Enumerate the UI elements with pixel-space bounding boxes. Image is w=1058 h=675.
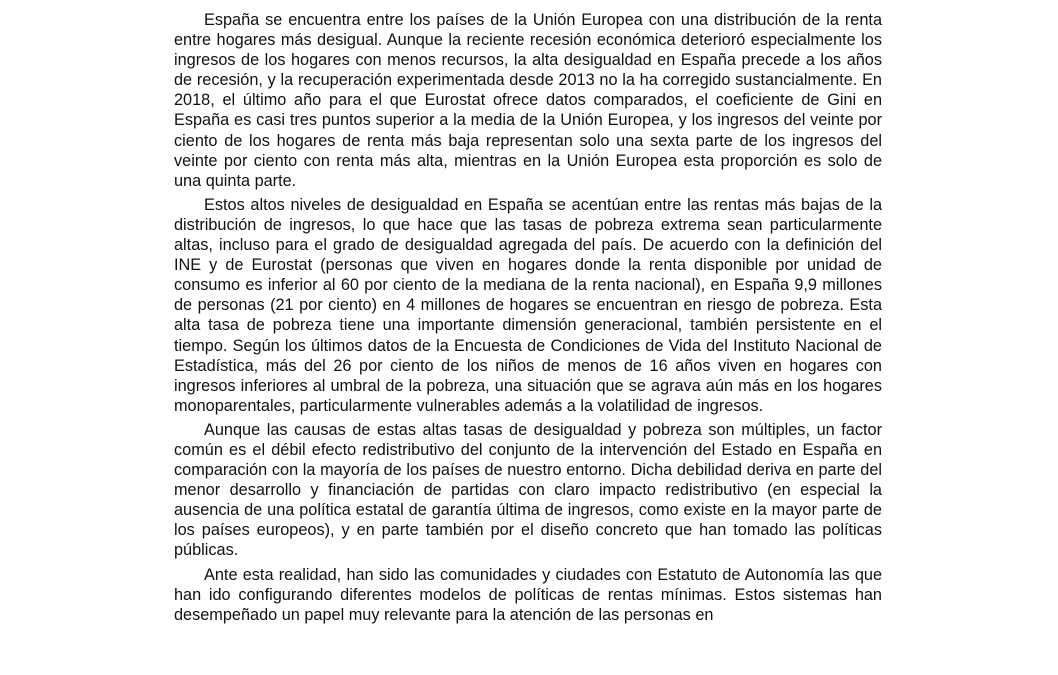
paragraph-1: España se encuentra entre los países de la Unión Europea con una distribución de la renta entre hogares más desigual. Aunque la reciente recesión económica deterioró especialmente los ingresos de los hogares con menos recursos, la alta desigualdad en España precede a los años de recesión, y la recuperación experimentada desde 2013 no la ha corregido sustancialmente. En 2018, el último año para el que Eurostat ofrece datos comparados, el coeficiente de Gini en España es casi tres puntos superior a la media de la Unión Europea, y los ingresos del veinte por ciento de los hogares de renta más baja representan solo una sexta parte de los ingresos del veinte por ciento con renta más alta, mientras en la Unión Europea esta proporción es solo de una quinta parte. (174, 11, 882, 190)
body-text (174, 10, 882, 629)
paragraph-4: Ante esta realidad, han sido las comunidades y ciudades con Estatuto de Autonomía las que han ido configurando diferentes modelos de políticas de rentas mínimas. Estos sistemas han desempeñado un papel muy relevante para la atención de las personas en (174, 565, 882, 624)
paragraph-3: Aunque las causas de estas altas tasas de desigualdad y pobreza son múltiples, un factor común es el débil efecto redistributivo del conjunto de la intervención del Estado en España en comparación con la mayoría de los países de nuestro entorno. Dicha debilidad deriva en parte del menor desarrollo y financiación de partidas con claro impacto redistributivo (en especial la ausencia de una política estatal de garantía última de ingresos, como existe en la mayor parte de los países europeos), y en parte también por el diseño concreto que han tomado las políticas públicas. (174, 420, 882, 560)
paragraph-2: Estos altos niveles de desigualdad en España se acentúan entre las rentas más bajas de la distribución de ingresos, lo que hace que las tasas de pobreza extrema sean particularmente altas, incluso para el grado de desigualdad agregada del país. De acuerdo con la definición del INE y de Eurostat (personas que viven en hogares donde la renta disponible por unidad de consumo es inferior al 60 por ciento de la mediana de la renta nacional), en España 9,9 millones de personas (21 por ciento) en 4 millones de hogares se encuentran en riesgo de pobreza. Esta alta tasa de pobreza tiene una importante dimensión generacional, también persistente en el tiempo. Según los últimos datos de la Encuesta de Condiciones de Vida del Instituto Nacional de Estadística, más del 26 por ciento de los niños de menos de 16 años viven en hogares con ingresos inferiores al umbral de la pobreza, una situación que se agrava aún más en los hogares monoparentales, particularmente vulnerables además a la volatilidad de ingresos. (174, 195, 882, 415)
